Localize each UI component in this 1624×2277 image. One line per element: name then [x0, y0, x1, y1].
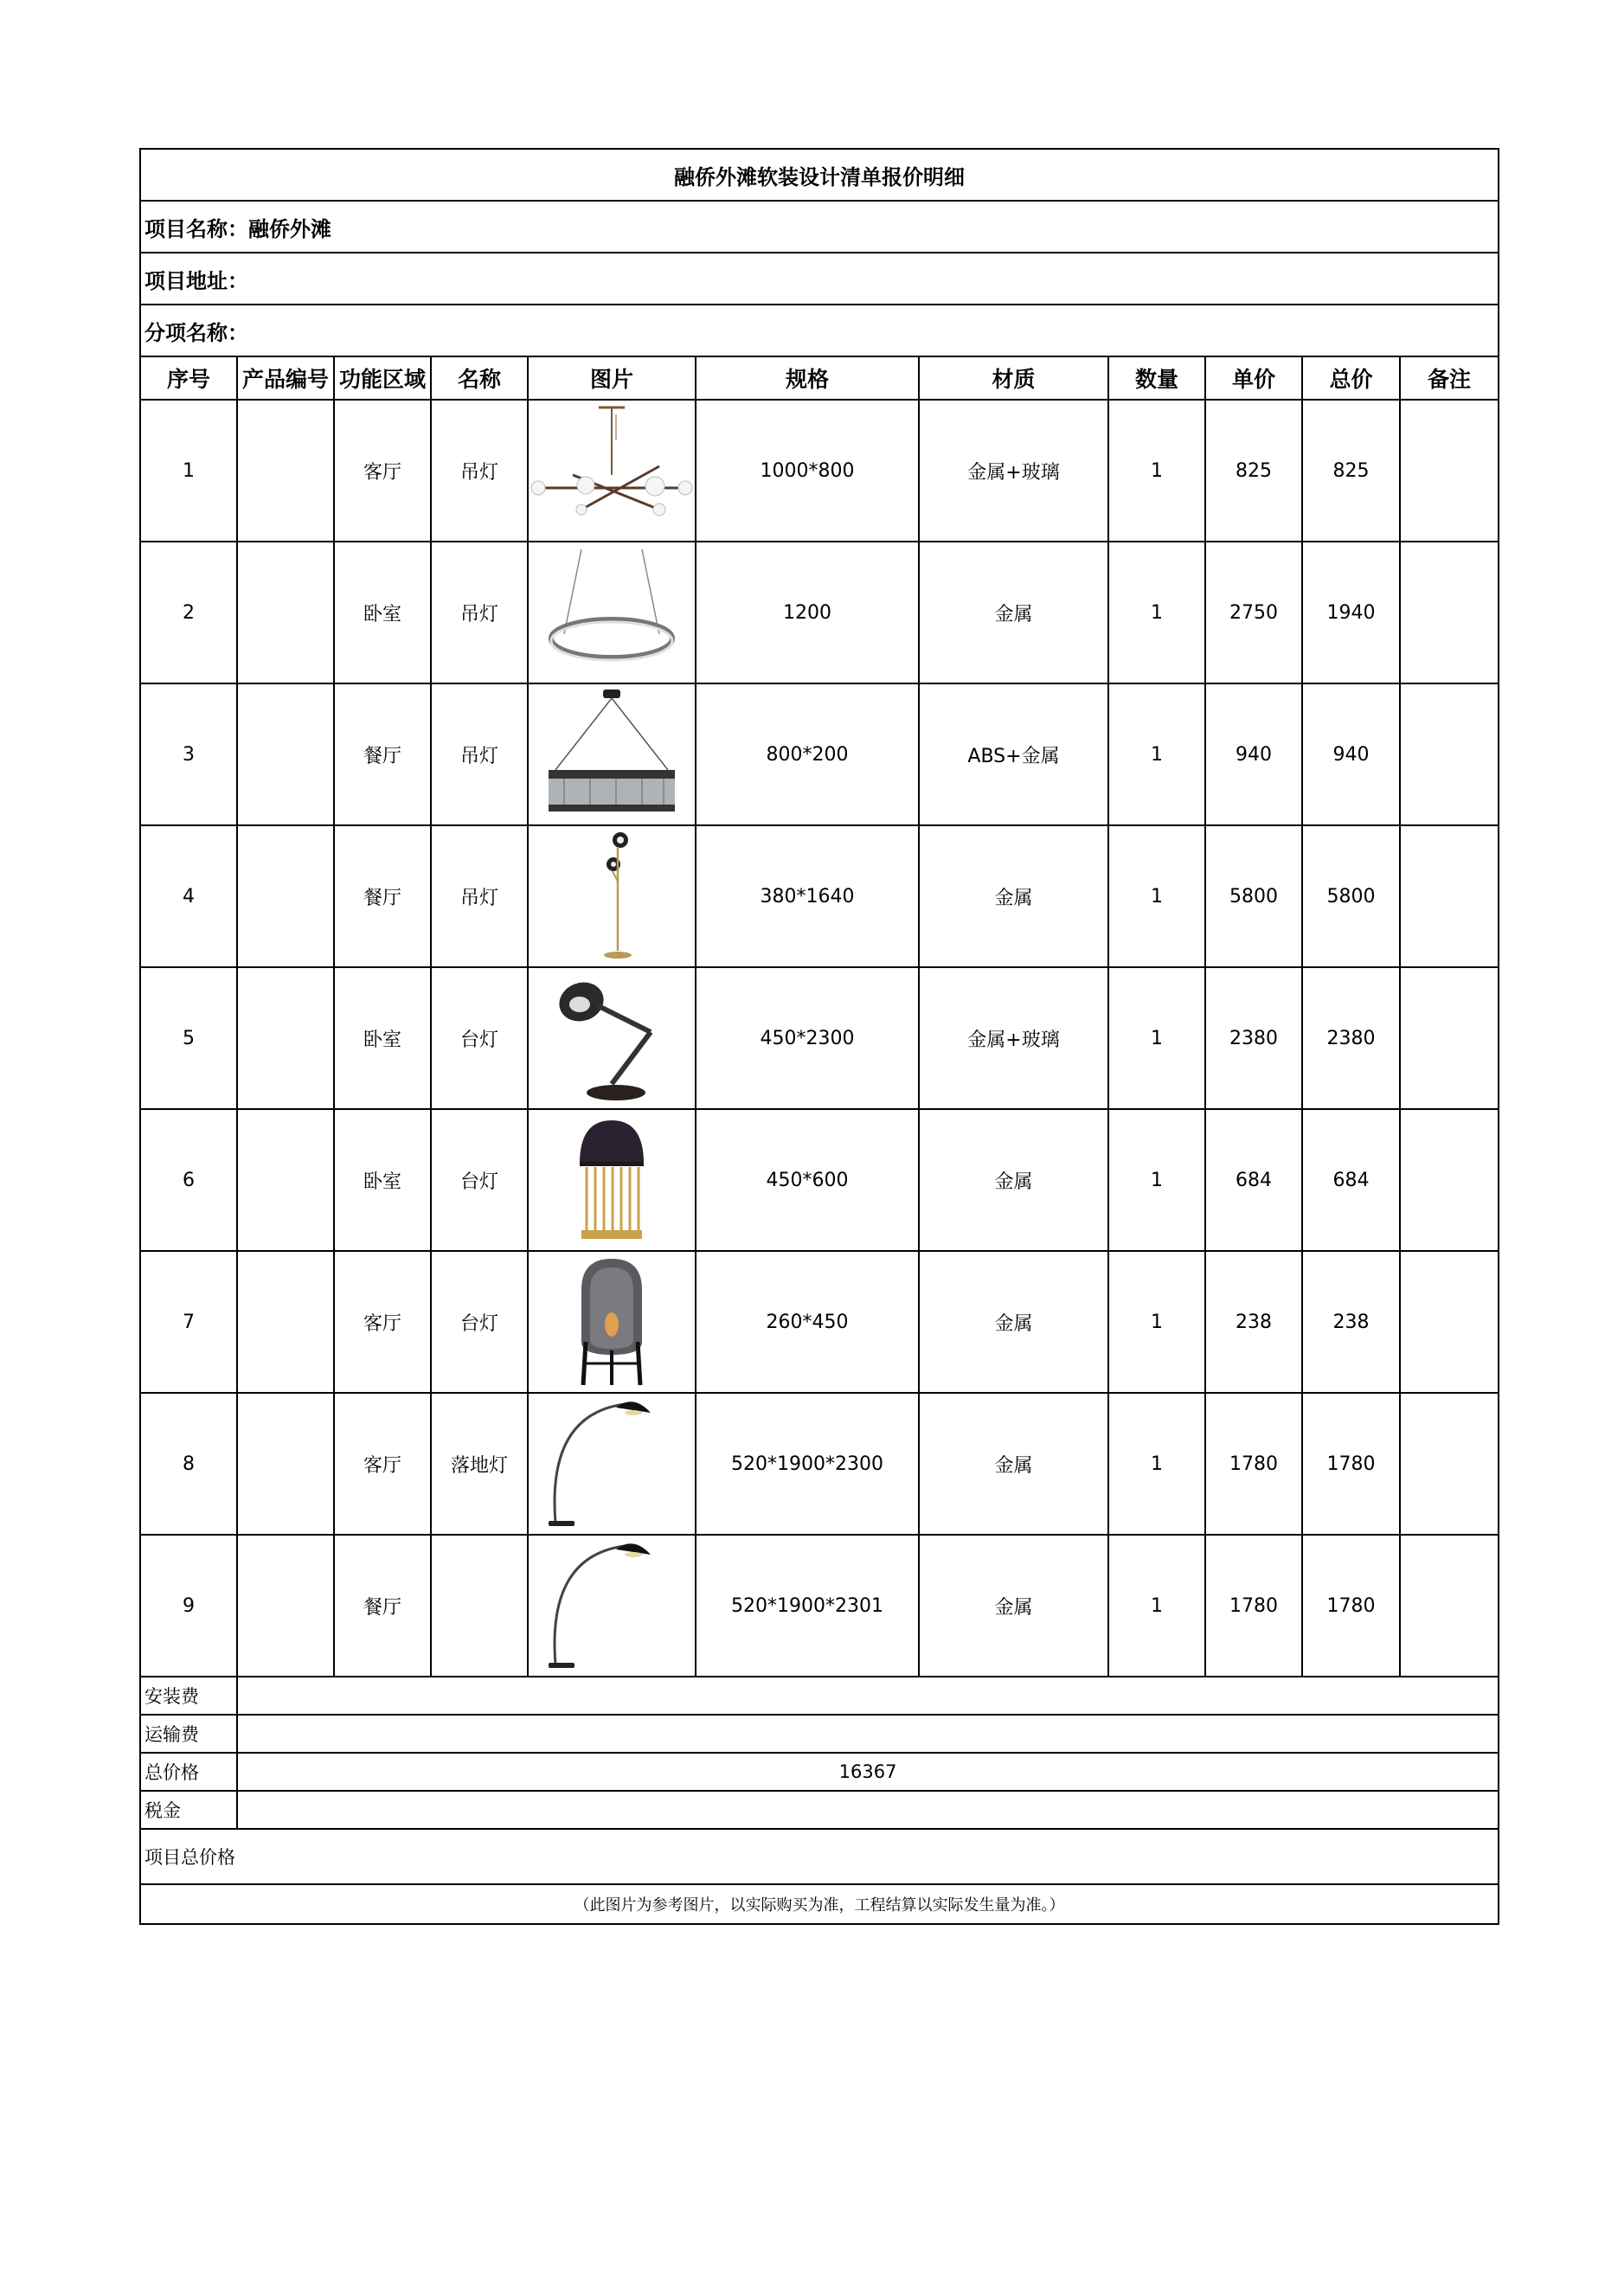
col-header-qty: 数量: [1108, 356, 1205, 400]
total-price-label: 总价格: [140, 1753, 237, 1791]
table-row: [140, 967, 1499, 1109]
shipping-fee-label: 运输费: [140, 1715, 237, 1753]
cell-material: 金属+玻璃: [919, 400, 1108, 542]
cell-name: 吊灯: [431, 683, 528, 825]
project-address: 项目地址：: [140, 253, 1499, 305]
cell-remark: [1400, 825, 1499, 967]
table-row: [140, 1535, 1499, 1677]
arc-floor-lamp-icon: [530, 1539, 694, 1673]
table-row: [140, 825, 1499, 967]
tall-floor-lamp-icon: [530, 830, 694, 964]
cell-code: [237, 1535, 334, 1677]
cell-remark: [1400, 967, 1499, 1109]
cell-material: 金属: [919, 1109, 1108, 1251]
arc-floor-lamp-icon: [530, 1397, 694, 1531]
shipping-fee-row: [140, 1715, 1499, 1753]
cell-qty: 1: [1108, 1251, 1205, 1393]
cell-material: 金属+玻璃: [919, 967, 1108, 1109]
cell-unit-price: 1780: [1205, 1535, 1302, 1677]
cell-spec: 260*450: [696, 1251, 919, 1393]
cell-total-price: 2380: [1302, 967, 1400, 1109]
cell-remark: [1400, 1251, 1499, 1393]
cell-code: [237, 825, 334, 967]
cell-material: ABS+金属: [919, 683, 1108, 825]
cell-remark: [1400, 542, 1499, 683]
cell-code: [237, 542, 334, 683]
glass-globe-lamp-icon: [530, 1255, 694, 1389]
cell-spec: 520*1900*2300: [696, 1393, 919, 1535]
cell-no: 1: [140, 400, 237, 542]
cell-spec: 450*2300: [696, 967, 919, 1109]
col-header-area: 功能区域: [334, 356, 431, 400]
cell-material: 金属: [919, 825, 1108, 967]
cell-area: 餐厅: [334, 683, 431, 825]
chandelier-sputnik-icon: [530, 406, 694, 536]
cell-unit-price: 940: [1205, 683, 1302, 825]
quotation-table: [139, 148, 1499, 1925]
cell-spec: 1200: [696, 542, 919, 683]
cell-unit-price: 1780: [1205, 1393, 1302, 1535]
cell-total-price: 940: [1302, 683, 1400, 825]
cell-name: [431, 1535, 528, 1677]
cell-spec: 450*600: [696, 1109, 919, 1251]
tax-label: 税金: [140, 1791, 237, 1829]
cell-unit-price: 684: [1205, 1109, 1302, 1251]
cell-image: [528, 825, 696, 967]
sub-item-name: 分项名称：: [140, 305, 1499, 356]
cell-code: [237, 1109, 334, 1251]
col-header-spec: 规格: [696, 356, 919, 400]
cell-total-price: 825: [1302, 400, 1400, 542]
cell-name: 台灯: [431, 1109, 528, 1251]
install-fee-value: [237, 1677, 1499, 1715]
cell-image: [528, 542, 696, 683]
cell-material: 金属: [919, 542, 1108, 683]
col-header-name: 名称: [431, 356, 528, 400]
cell-remark: [1400, 1535, 1499, 1677]
cell-remark: [1400, 1393, 1499, 1535]
cell-area: 餐厅: [334, 1535, 431, 1677]
col-header-unit-price: 单价: [1205, 356, 1302, 400]
architect-desk-lamp-icon: [530, 972, 694, 1106]
cell-unit-price: 2380: [1205, 967, 1302, 1109]
cell-material: 金属: [919, 1393, 1108, 1535]
cell-qty: 1: [1108, 400, 1205, 542]
cell-area: 卧室: [334, 967, 431, 1109]
col-header-no: 序号: [140, 356, 237, 400]
col-header-image: 图片: [528, 356, 696, 400]
total-price-row: [140, 1753, 1499, 1791]
table-row: [140, 1393, 1499, 1535]
cell-name: 台灯: [431, 1251, 528, 1393]
cell-area: 餐厅: [334, 825, 431, 967]
cell-qty: 1: [1108, 683, 1205, 825]
cell-spec: 1000*800: [696, 400, 919, 542]
cell-name: 吊灯: [431, 400, 528, 542]
cell-total-price: 238: [1302, 1251, 1400, 1393]
project-total-row: [140, 1829, 1499, 1884]
cell-remark: [1400, 1109, 1499, 1251]
table-row: [140, 683, 1499, 825]
cell-total-price: 1780: [1302, 1535, 1400, 1677]
cell-remark: [1400, 400, 1499, 542]
cell-image: [528, 1535, 696, 1677]
cell-code: [237, 1251, 334, 1393]
note-row: [140, 1884, 1499, 1924]
install-fee-row: [140, 1677, 1499, 1715]
cell-code: [237, 1393, 334, 1535]
cell-name: 台灯: [431, 967, 528, 1109]
total-price-value: 16367: [237, 1753, 1499, 1791]
cell-code: [237, 683, 334, 825]
cell-spec: 520*1900*2301: [696, 1535, 919, 1677]
table-row: [140, 1251, 1499, 1393]
project-name: 项目名称：融侨外滩: [140, 201, 1499, 253]
cell-no: 7: [140, 1251, 237, 1393]
cell-no: 9: [140, 1535, 237, 1677]
document-title: 融侨外滩软装设计清单报价明细: [140, 149, 1499, 201]
cell-material: 金属: [919, 1535, 1108, 1677]
table-row: [140, 400, 1499, 542]
mushroom-lamp-icon: [530, 1113, 694, 1248]
cell-no: 2: [140, 542, 237, 683]
drum-pendant-icon: [530, 688, 694, 822]
table-row: [140, 1109, 1499, 1251]
cell-image: [528, 683, 696, 825]
column-header-row: [140, 356, 1499, 400]
cell-no: 8: [140, 1393, 237, 1535]
quotation-sheet: [139, 148, 1498, 1925]
col-header-material: 材质: [919, 356, 1108, 400]
cell-code: [237, 967, 334, 1109]
cell-name: 落地灯: [431, 1393, 528, 1535]
cell-remark: [1400, 683, 1499, 825]
cell-unit-price: 825: [1205, 400, 1302, 542]
cell-area: 卧室: [334, 542, 431, 683]
cell-no: 3: [140, 683, 237, 825]
cell-total-price: 1780: [1302, 1393, 1400, 1535]
shipping-fee-value: [237, 1715, 1499, 1753]
cell-no: 4: [140, 825, 237, 967]
cell-code: [237, 400, 334, 542]
cell-name: 吊灯: [431, 825, 528, 967]
cell-image: [528, 1251, 696, 1393]
tax-value: [237, 1791, 1499, 1829]
reference-note: （此图片为参考图片，以实际购买为准，工程结算以实际发生量为准。）: [140, 1884, 1499, 1924]
project-total-label: 项目总价格: [140, 1829, 1499, 1884]
cell-image: [528, 1393, 696, 1535]
cell-qty: 1: [1108, 967, 1205, 1109]
cell-qty: 1: [1108, 542, 1205, 683]
cell-qty: 1: [1108, 1393, 1205, 1535]
install-fee-label: 安装费: [140, 1677, 237, 1715]
ring-pendant-icon: [530, 548, 694, 677]
cell-name: 吊灯: [431, 542, 528, 683]
col-header-code: 产品编号: [237, 356, 334, 400]
cell-total-price: 5800: [1302, 825, 1400, 967]
cell-qty: 1: [1108, 1535, 1205, 1677]
cell-image: [528, 400, 696, 542]
cell-area: 客厅: [334, 1251, 431, 1393]
cell-image: [528, 1109, 696, 1251]
cell-material: 金属: [919, 1251, 1108, 1393]
col-header-remark: 备注: [1400, 356, 1499, 400]
cell-area: 客厅: [334, 400, 431, 542]
table-row: [140, 542, 1499, 683]
cell-no: 6: [140, 1109, 237, 1251]
cell-total-price: 684: [1302, 1109, 1400, 1251]
cell-spec: 380*1640: [696, 825, 919, 967]
col-header-total-price: 总价: [1302, 356, 1400, 400]
cell-area: 客厅: [334, 1393, 431, 1535]
cell-unit-price: 5800: [1205, 825, 1302, 967]
cell-spec: 800*200: [696, 683, 919, 825]
cell-qty: 1: [1108, 825, 1205, 967]
cell-total-price: 1940: [1302, 542, 1400, 683]
cell-no: 5: [140, 967, 237, 1109]
tax-row: [140, 1791, 1499, 1829]
cell-image: [528, 967, 696, 1109]
cell-unit-price: 2750: [1205, 542, 1302, 683]
cell-area: 卧室: [334, 1109, 431, 1251]
cell-unit-price: 238: [1205, 1251, 1302, 1393]
cell-qty: 1: [1108, 1109, 1205, 1251]
